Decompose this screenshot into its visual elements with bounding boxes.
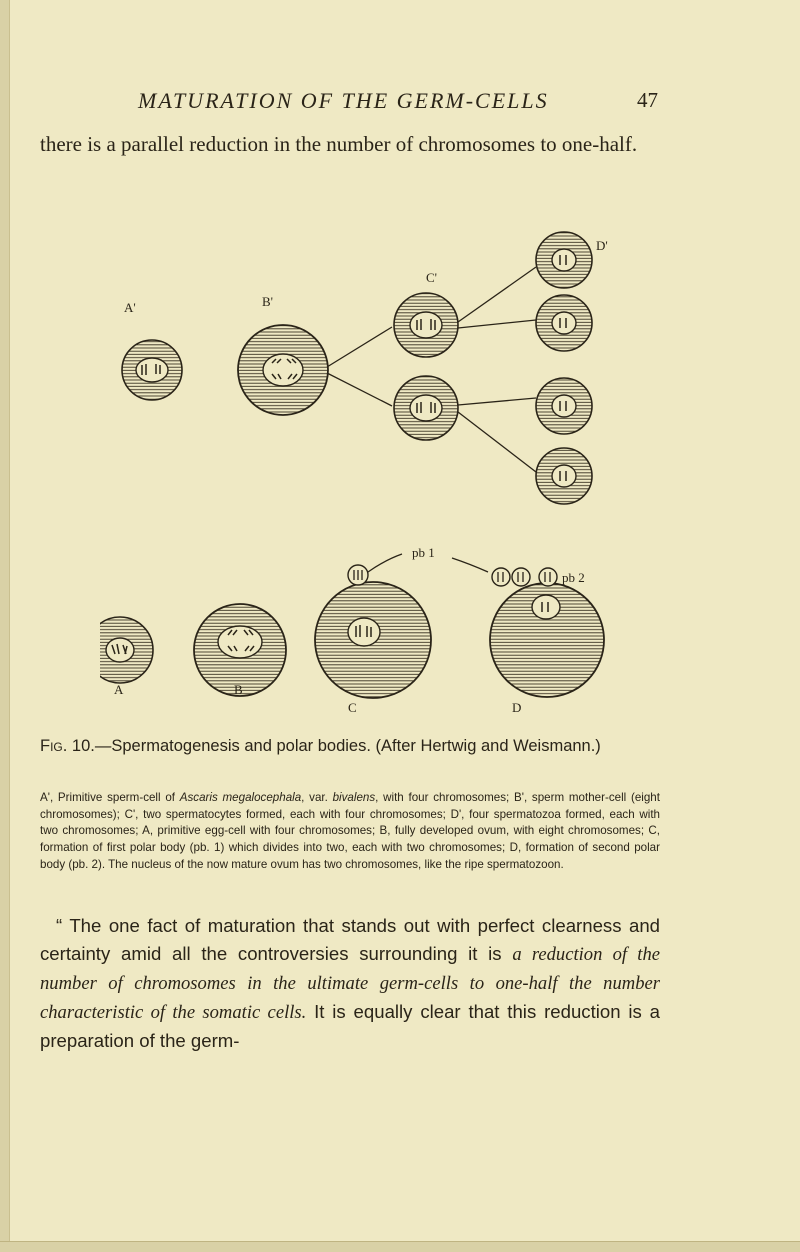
figure-legend <box>40 790 660 874</box>
cell-c-prime-lower <box>394 376 458 440</box>
spermatozoon-4 <box>536 448 592 504</box>
label-pb1: pb 1 <box>412 545 435 560</box>
page-bottom-edge <box>0 1241 800 1252</box>
label-b-prime: B' <box>262 294 274 309</box>
running-title: MATURATION OF THE GERM-CELLS <box>138 88 549 113</box>
label-a: A <box>114 682 124 697</box>
running-head <box>138 88 658 118</box>
page-number: 47 <box>637 88 658 112</box>
label-d-prime: D' <box>596 238 608 253</box>
quote-tail: It is equally clear that this reduction is a preparation of the germ- <box>40 1001 660 1051</box>
intro-paragraph <box>40 131 660 159</box>
cell-b-prime <box>238 325 328 415</box>
figure-caption <box>40 735 660 757</box>
label-c-prime: C' <box>426 270 438 285</box>
spermatogenesis-figure <box>100 222 660 732</box>
quote-emphasis: a reduction of the number of chromosomes in the ultimate germ-cells to one-half the number characteristic of the somatic cells. <box>40 944 660 1023</box>
figure-number: Fig. 10. <box>40 737 95 755</box>
spermatozoon-1 <box>536 232 592 288</box>
spermatozoon-3 <box>536 378 592 434</box>
cell-c <box>315 554 431 698</box>
legend-part3: , with four chromosomes; B', sperm mother-cell (eight chromosomes); C', two spermatocytes formed, each with four chromosomes; D', four spermatozoa formed, each with two chromosomes; A, primitive egg-cell with four chromosomes; B, fully developed ovum, with eight chromosomes; C, formation of first polar body (pb. 1) which divides into two, each with two chromosomes; D, formation of second polar body (pb. 2). The nucleus of the now mature ovum has two chromosomes, like the ripe spermatozoon. <box>40 791 660 871</box>
figure-illustration <box>100 222 660 732</box>
label-pb2: pb 2 <box>562 570 585 585</box>
legend-part1: A', Primitive sperm-cell of <box>40 791 180 804</box>
intro-text: there is a parallel reduction in the number of chromosomes to one-half. <box>40 132 638 156</box>
spermatozoon-2 <box>536 295 592 351</box>
legend-part2: , var. <box>301 791 333 804</box>
label-a-prime: A' <box>124 300 136 315</box>
quote-text <box>40 912 660 1055</box>
cells-d-prime <box>536 232 592 504</box>
legend-variety: bivalens <box>332 791 376 804</box>
cell-a-prime <box>122 340 182 400</box>
cell-c-prime-upper <box>394 293 458 357</box>
quote-paragraph <box>40 912 660 1055</box>
caption-text: —Spermatogenesis and polar bodies. (After Hertwig and Weismann.) <box>94 737 601 755</box>
legend-species: Ascaris megalocephala <box>179 791 302 804</box>
quote-lead: “ The one fact of maturation that stands out with perfect clearness and certainty amid all the controversies surrounding it is <box>40 915 660 964</box>
label-d: D <box>512 700 522 715</box>
page-binding-edge <box>0 0 10 1252</box>
cell-a <box>100 617 153 683</box>
label-b: B <box>234 682 243 697</box>
label-c: C <box>348 700 357 715</box>
